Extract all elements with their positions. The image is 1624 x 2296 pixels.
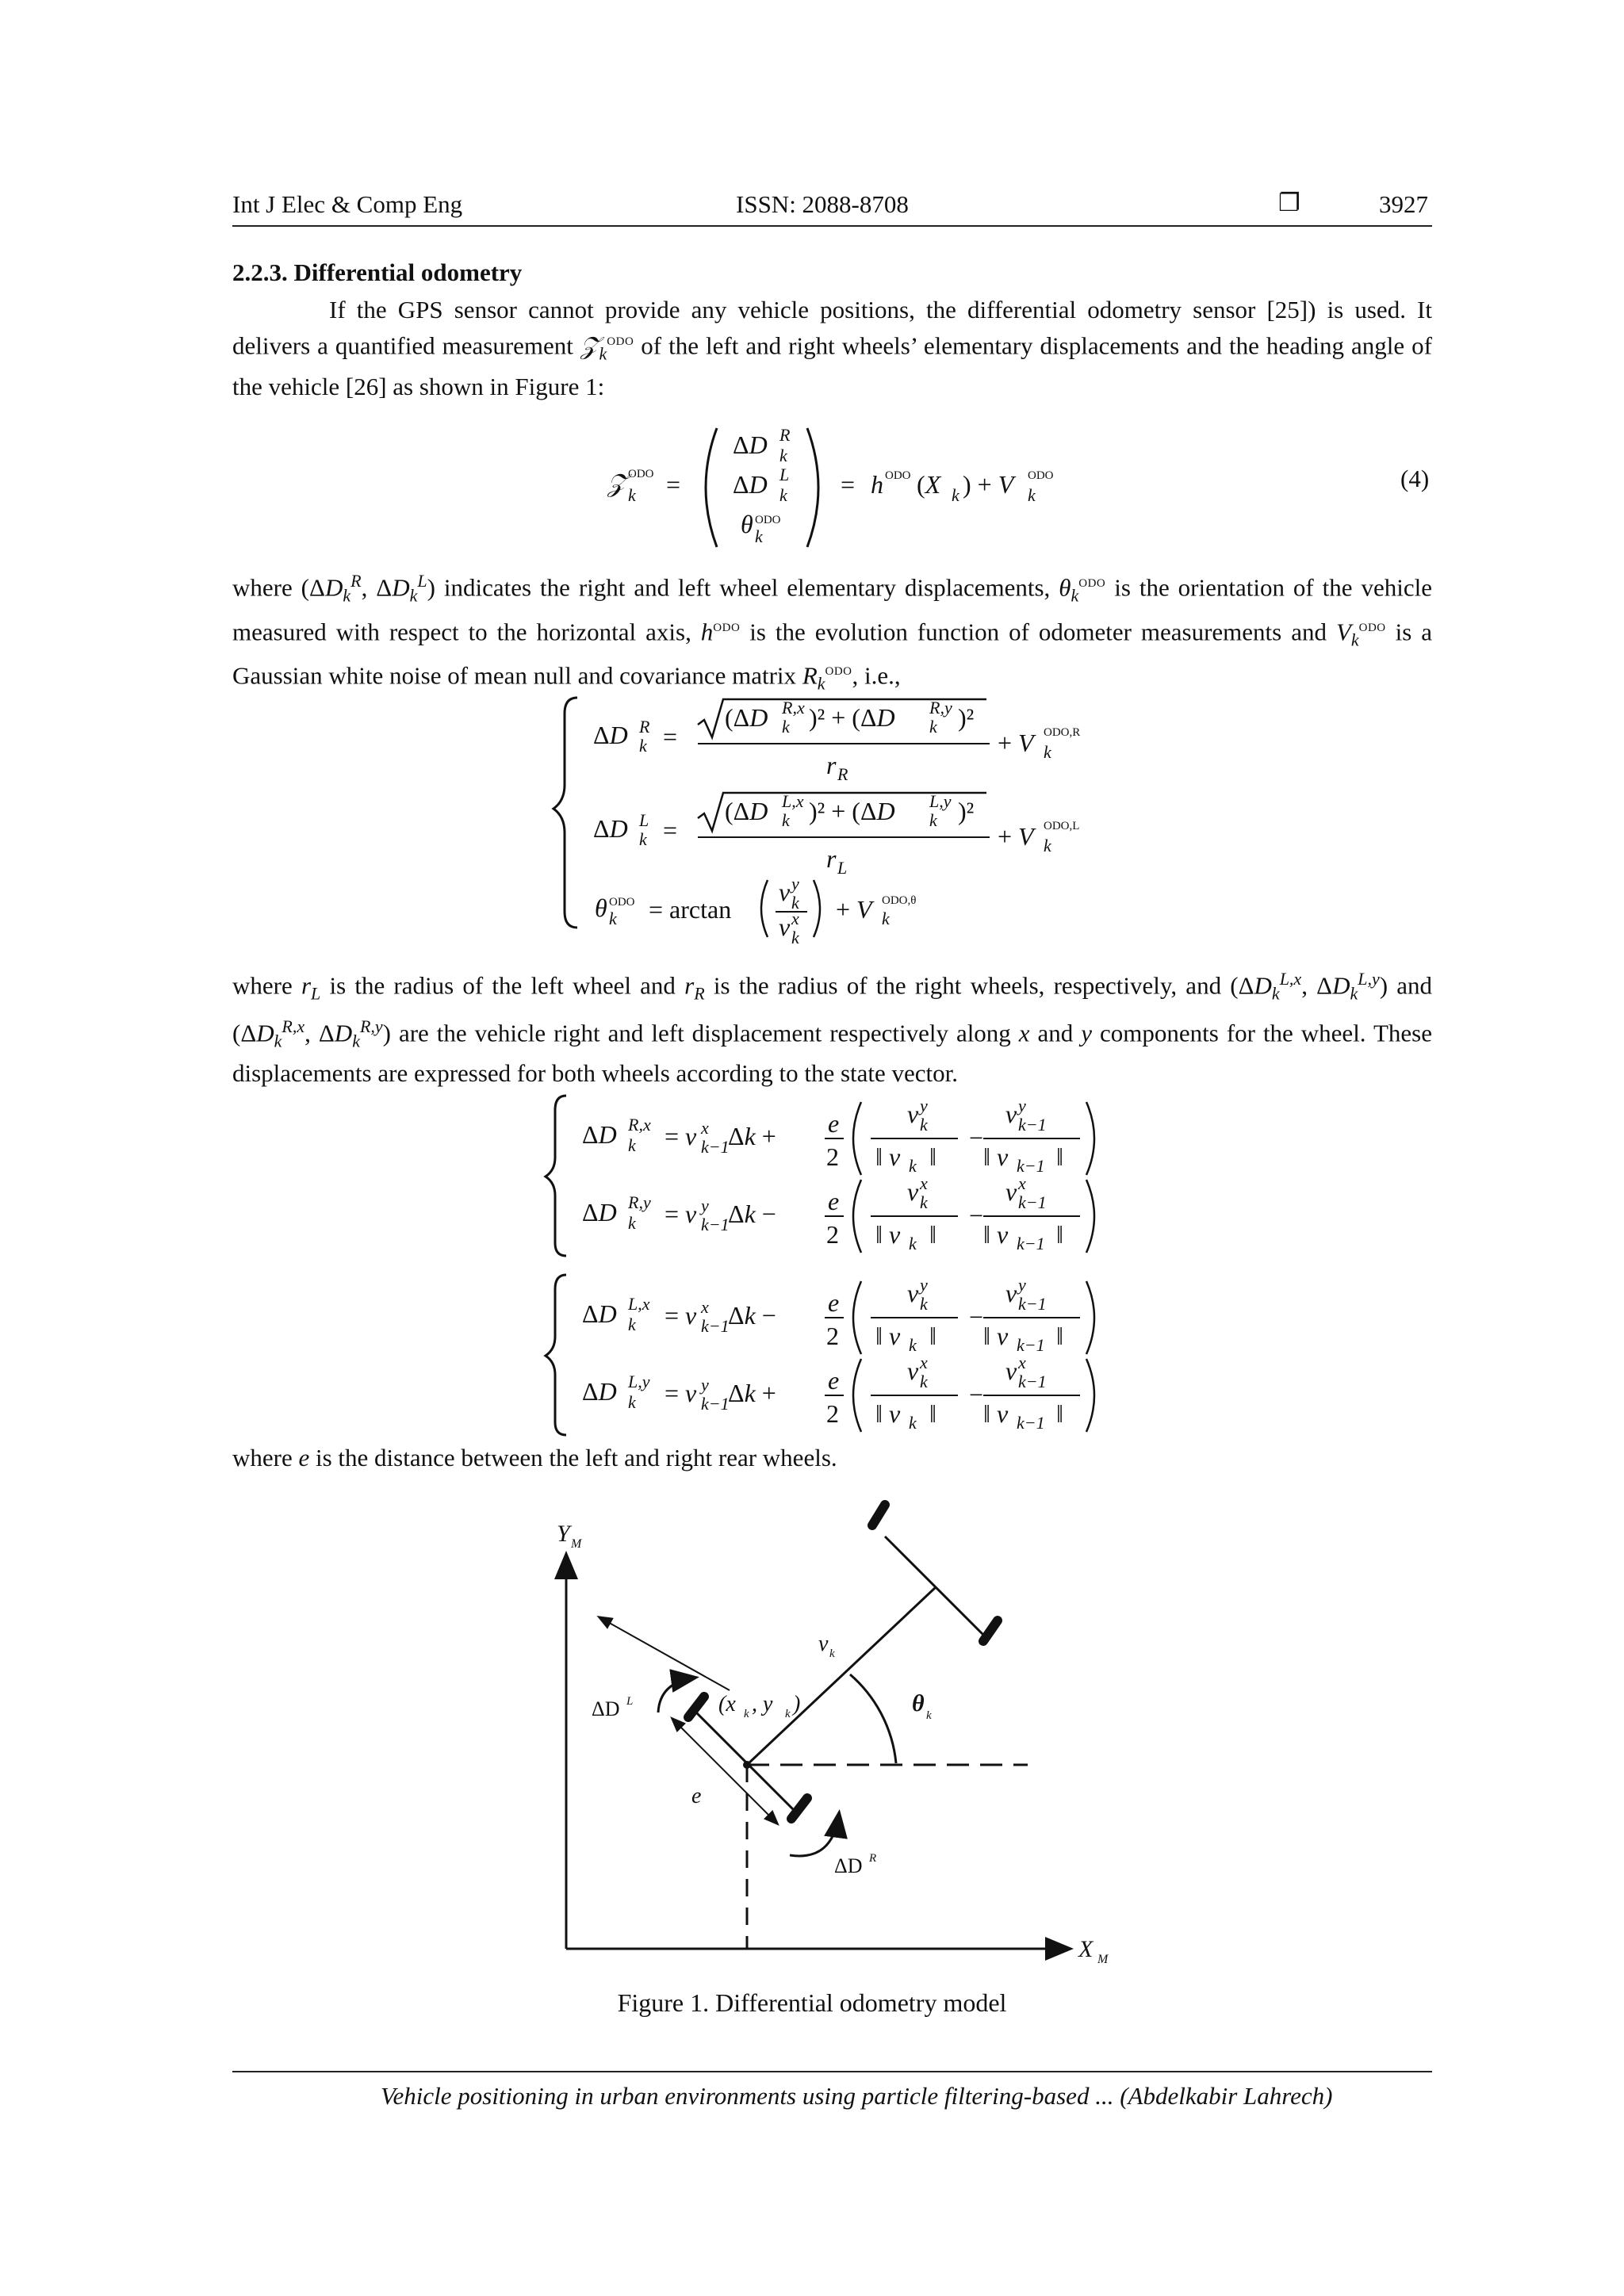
delta-left-label: ΔD bbox=[592, 1697, 620, 1720]
axle-label: e bbox=[691, 1784, 702, 1808]
svg-text:=: = bbox=[666, 470, 681, 499]
svg-text:‖ v: ‖ v bbox=[983, 1220, 1009, 1249]
svg-text:k: k bbox=[628, 1314, 636, 1334]
svg-text:‖: ‖ bbox=[929, 1220, 936, 1249]
paragraph-2: where ($\Delta D_k^R$, $\Delta D_k^L$) indicates the right and left wheel elementary displacements, $\theta_k^{ODO}$ is the orientation of the vehicle measured with respect to the horizontal axis, $h^{ODO}$ is the evolution function of odometer measurements and $V_k^{ODO}$ is a Gaussian white noise of mean null and covariance matrix $R_k^{ODO}$, i.e., bbox=[232, 571, 1433, 694]
odometry-figure bbox=[539, 1498, 1158, 1990]
svg-text:=: = bbox=[663, 816, 678, 844]
svg-text:L,y: L,y bbox=[929, 791, 952, 811]
svg-text:y: y bbox=[1018, 1275, 1026, 1295]
svg-text:‖ v: ‖ v bbox=[983, 1399, 1009, 1428]
header-rule bbox=[232, 225, 1432, 227]
svg-text:k−1: k−1 bbox=[701, 1215, 730, 1234]
svg-text:x: x bbox=[791, 909, 799, 928]
position-sub-x: k bbox=[744, 1708, 749, 1720]
heading-line bbox=[747, 1587, 936, 1765]
svg-text:‖: ‖ bbox=[1056, 1399, 1063, 1428]
svg-text:x: x bbox=[920, 1353, 928, 1372]
issn: ISSN: 2088-8708 bbox=[736, 190, 909, 218]
svg-text:k: k bbox=[882, 909, 890, 928]
svg-text:y: y bbox=[701, 1375, 709, 1395]
svg-text:v: v bbox=[1005, 1100, 1017, 1128]
svg-text:−: − bbox=[969, 1380, 984, 1409]
svg-text:e: e bbox=[828, 1109, 840, 1138]
right-wheel-components bbox=[0, 1086, 1624, 1269]
footer-text: Vehicle positioning in urban environments using particle filtering-based ... (Abdelkabir Lahrech) bbox=[381, 2082, 1333, 2110]
svg-text:) + V: ) + V bbox=[963, 470, 1014, 499]
svg-text:e: e bbox=[828, 1187, 840, 1215]
svg-text:y: y bbox=[920, 1096, 928, 1115]
svg-text:k: k bbox=[639, 736, 647, 756]
svg-text:v: v bbox=[907, 1177, 919, 1206]
svg-text:v: v bbox=[779, 878, 791, 906]
svg-text:k−1: k−1 bbox=[1017, 1335, 1045, 1355]
svg-text:R,x: R,x bbox=[782, 698, 805, 718]
svg-text:k−1: k−1 bbox=[1018, 1115, 1047, 1135]
svg-text:e: e bbox=[828, 1288, 840, 1317]
svg-text:k−1: k−1 bbox=[1017, 1156, 1045, 1176]
svg-text:v: v bbox=[907, 1357, 919, 1385]
svg-text:k: k bbox=[779, 485, 787, 505]
svg-text:R,x: R,x bbox=[628, 1115, 651, 1135]
svg-text:r: r bbox=[826, 751, 837, 779]
svg-text:v: v bbox=[1005, 1357, 1017, 1385]
svg-text:= arctan: = arctan bbox=[649, 895, 732, 924]
equation-4-number: (4) bbox=[1400, 465, 1430, 492]
svg-text:‖ v: ‖ v bbox=[983, 1142, 1009, 1171]
svg-text:ODO,θ: ODO,θ bbox=[882, 894, 917, 907]
y-axis-sub: M bbox=[571, 1537, 582, 1551]
wheel-displacement-equations bbox=[0, 682, 1624, 951]
theta-label: θ bbox=[912, 1690, 925, 1716]
svg-text:‖ v: ‖ v bbox=[875, 1399, 901, 1428]
front-axle bbox=[885, 1536, 986, 1638]
svg-text:L,x: L,x bbox=[782, 791, 804, 811]
left-wheel-components bbox=[0, 1265, 1624, 1448]
svg-text:r: r bbox=[826, 844, 837, 873]
position-label: (x bbox=[718, 1692, 736, 1716]
svg-text:k−1: k−1 bbox=[1018, 1294, 1047, 1314]
svg-text:k: k bbox=[755, 526, 763, 546]
svg-text:k: k bbox=[1044, 742, 1051, 762]
svg-text:k: k bbox=[782, 810, 790, 830]
svg-text:y: y bbox=[1018, 1096, 1026, 1115]
svg-text:Δk −: Δk − bbox=[728, 1301, 776, 1330]
svg-text:‖: ‖ bbox=[929, 1142, 936, 1171]
theta-arc bbox=[850, 1674, 896, 1763]
svg-text:ΔD: ΔD bbox=[733, 470, 768, 499]
svg-text:k: k bbox=[929, 810, 937, 830]
section-heading: 2.2.3. Differential odometry bbox=[232, 258, 523, 286]
velocity-label: v bbox=[818, 1632, 829, 1656]
journal-name: Int J Elec & Comp Eng bbox=[232, 190, 463, 218]
paragraph-4: where e is the distance between the left and right rear wheels. bbox=[232, 1444, 837, 1471]
svg-text:R,y: R,y bbox=[929, 698, 952, 718]
svg-text:k−1: k−1 bbox=[701, 1394, 730, 1414]
svg-text:k: k bbox=[779, 446, 787, 465]
svg-text:k−1: k−1 bbox=[701, 1316, 730, 1336]
footer-rule bbox=[232, 2071, 1432, 2072]
svg-text:k: k bbox=[920, 1294, 928, 1314]
svg-text:ΔD: ΔD bbox=[582, 1120, 617, 1149]
svg-text:v: v bbox=[779, 913, 791, 941]
svg-text:ODO: ODO bbox=[755, 514, 781, 526]
svg-text:x: x bbox=[920, 1173, 928, 1193]
svg-text:)²: )² bbox=[958, 797, 975, 825]
svg-text:ΔD: ΔD bbox=[582, 1198, 617, 1226]
svg-text:)² + (ΔD: )² + (ΔD bbox=[809, 703, 895, 732]
position-point bbox=[743, 1761, 751, 1769]
svg-text:(X: (X bbox=[917, 470, 941, 499]
svg-text:+ V: + V bbox=[998, 729, 1034, 757]
paragraph-1: If the GPS sensor cannot provide any vehicle positions, the differential odometry sensor [25]) is used. It delivers a quantified measurement 𝒵$_k^{ODO}$ of the left and right wheels’ elementary displacements and the heading angle of the vehicle [26] as shown in Figure 1: bbox=[232, 296, 1432, 400]
svg-text:‖: ‖ bbox=[929, 1322, 936, 1350]
axle-length-arrow bbox=[672, 1719, 777, 1823]
svg-text:‖: ‖ bbox=[929, 1399, 936, 1428]
svg-text:k: k bbox=[639, 829, 647, 849]
front-right-wheel bbox=[983, 1621, 998, 1641]
svg-text:k: k bbox=[1028, 485, 1036, 505]
svg-text:2: 2 bbox=[826, 1220, 839, 1249]
position-sub-y: k bbox=[785, 1708, 791, 1720]
svg-text:−: − bbox=[969, 1201, 984, 1230]
svg-text:L: L bbox=[639, 810, 649, 830]
svg-text:Δk +: Δk + bbox=[728, 1379, 776, 1407]
svg-text:v: v bbox=[1005, 1279, 1017, 1307]
rear-right-wheel bbox=[791, 1798, 807, 1819]
svg-text:=: = bbox=[663, 722, 678, 751]
svg-text:= v: = v bbox=[665, 1301, 697, 1330]
left-rotation-arrow bbox=[658, 1678, 695, 1712]
svg-text:(ΔD: (ΔD bbox=[725, 703, 768, 732]
svg-text:k: k bbox=[920, 1115, 928, 1135]
delta-right-label: ΔD bbox=[834, 1854, 863, 1877]
svg-text:)² + (ΔD: )² + (ΔD bbox=[809, 797, 895, 825]
x-axis-label: X bbox=[1078, 1936, 1094, 1962]
svg-text:k: k bbox=[909, 1234, 917, 1253]
svg-text:k: k bbox=[628, 1213, 636, 1233]
svg-text:‖ v: ‖ v bbox=[983, 1322, 1009, 1350]
svg-text:x: x bbox=[701, 1297, 709, 1317]
svg-text:ΔD: ΔD bbox=[593, 721, 628, 749]
svg-text:‖: ‖ bbox=[1056, 1142, 1063, 1171]
svg-text:‖ v: ‖ v bbox=[875, 1220, 901, 1249]
x-axis-sub: M bbox=[1097, 1953, 1109, 1966]
front-left-wheel bbox=[872, 1505, 885, 1525]
rear-left-wheel bbox=[688, 1697, 704, 1717]
svg-text:ODO,R: ODO,R bbox=[1044, 726, 1081, 739]
svg-text:θ: θ bbox=[741, 510, 753, 538]
right-rotation-arrow bbox=[790, 1814, 839, 1856]
svg-text:k−1: k−1 bbox=[1018, 1192, 1047, 1212]
svg-text:k: k bbox=[920, 1192, 928, 1212]
svg-text:L: L bbox=[779, 465, 790, 484]
svg-text:=: = bbox=[841, 470, 856, 499]
svg-text:k: k bbox=[952, 485, 959, 505]
svg-text:−: − bbox=[969, 1303, 984, 1331]
y-axis-label: Y bbox=[557, 1521, 570, 1547]
svg-text:Δk −: Δk − bbox=[728, 1200, 776, 1228]
svg-text:y: y bbox=[920, 1275, 928, 1295]
svg-text:k−1: k−1 bbox=[1017, 1413, 1045, 1433]
svg-text:k: k bbox=[628, 1135, 636, 1155]
delta-left-sup: L bbox=[626, 1695, 634, 1708]
svg-text:R: R bbox=[779, 425, 791, 445]
paragraph-3: where $r_L$ is the radius of the left wheel and $r_R$ is the radius of the right wheels, respectively, and ($\Delta D_k^{L,x}$, $\Delta D_k^{L,y}$) and ($\Delta D_k^{R,x}$, $\Delta D_k^{R,y}$) are the vehicle right and left displacement respectively along x and y components for the wheel. These displacements are expressed for both wheels according to the state vector. bbox=[232, 969, 1433, 1088]
svg-text:k: k bbox=[909, 1413, 917, 1433]
figure-caption: Figure 1. Differential odometry model bbox=[617, 1988, 1007, 2017]
svg-text:Δk +: Δk + bbox=[728, 1122, 776, 1150]
svg-text:= v: = v bbox=[665, 1200, 697, 1228]
svg-text:k: k bbox=[628, 485, 636, 505]
svg-text:x: x bbox=[701, 1118, 709, 1138]
svg-text:k−1: k−1 bbox=[1017, 1234, 1045, 1253]
svg-text:k: k bbox=[1044, 836, 1051, 855]
svg-text:ΔD: ΔD bbox=[582, 1299, 617, 1328]
svg-text:= v: = v bbox=[665, 1379, 697, 1407]
svg-text:k: k bbox=[909, 1156, 917, 1176]
page-number: 3927 bbox=[1379, 190, 1428, 218]
svg-text:𝒵: 𝒵 bbox=[607, 469, 627, 497]
svg-text:+ V: + V bbox=[836, 895, 872, 924]
svg-text:y: y bbox=[791, 874, 799, 894]
svg-text:L,x: L,x bbox=[628, 1294, 650, 1314]
svg-text:2: 2 bbox=[826, 1322, 839, 1350]
svg-text:L,y: L,y bbox=[628, 1372, 650, 1391]
svg-text:R: R bbox=[837, 764, 848, 784]
svg-text:ΔD: ΔD bbox=[593, 814, 628, 843]
svg-text:ODO: ODO bbox=[609, 896, 635, 909]
svg-text:ODO: ODO bbox=[1028, 469, 1054, 482]
svg-text:ODO: ODO bbox=[885, 469, 911, 482]
svg-text:k: k bbox=[609, 909, 617, 928]
svg-text:h: h bbox=[871, 470, 883, 499]
svg-text:(ΔD: (ΔD bbox=[725, 797, 768, 825]
svg-text:k: k bbox=[920, 1372, 928, 1391]
svg-text:k: k bbox=[628, 1392, 636, 1412]
svg-text:2: 2 bbox=[826, 1142, 839, 1171]
svg-text:x: x bbox=[1018, 1173, 1026, 1193]
svg-text:k: k bbox=[791, 893, 799, 913]
svg-text:)²: )² bbox=[958, 703, 975, 732]
svg-text:y: y bbox=[701, 1196, 709, 1215]
svg-text:= v: = v bbox=[665, 1122, 697, 1150]
theta-sub: k bbox=[926, 1709, 932, 1722]
svg-text:k−1: k−1 bbox=[701, 1137, 730, 1157]
svg-text:k−1: k−1 bbox=[1018, 1372, 1047, 1391]
svg-text:−: − bbox=[969, 1123, 984, 1152]
svg-text:‖: ‖ bbox=[1056, 1220, 1063, 1249]
svg-text:‖ v: ‖ v bbox=[875, 1142, 901, 1171]
svg-text:+ V: + V bbox=[998, 822, 1034, 851]
box-icon: ❐ bbox=[1278, 189, 1300, 216]
svg-text:v: v bbox=[907, 1100, 919, 1128]
svg-text:k: k bbox=[791, 928, 799, 947]
svg-text:k: k bbox=[929, 717, 937, 737]
svg-text:x: x bbox=[1018, 1353, 1026, 1372]
svg-text:k: k bbox=[909, 1335, 917, 1355]
svg-text:R: R bbox=[639, 717, 650, 737]
svg-text:ΔD: ΔD bbox=[733, 430, 768, 459]
left-displacement-line bbox=[599, 1617, 730, 1690]
svg-text:2: 2 bbox=[826, 1399, 839, 1428]
svg-text:e: e bbox=[828, 1366, 840, 1395]
svg-text:θ: θ bbox=[595, 894, 607, 922]
velocity-sub: k bbox=[829, 1647, 835, 1660]
svg-text:‖ v: ‖ v bbox=[875, 1322, 901, 1350]
svg-text:ODO,L: ODO,L bbox=[1044, 820, 1080, 832]
delta-right-sup: R bbox=[869, 1852, 877, 1865]
svg-text:ODO: ODO bbox=[628, 468, 654, 480]
svg-text:v: v bbox=[1005, 1177, 1017, 1206]
svg-text:ΔD: ΔD bbox=[582, 1377, 617, 1406]
svg-text:k: k bbox=[782, 717, 790, 737]
svg-text:v: v bbox=[907, 1279, 919, 1307]
position-label-end: ) bbox=[793, 1692, 801, 1716]
position-label-mid: , y bbox=[752, 1692, 773, 1716]
svg-text:‖: ‖ bbox=[1056, 1322, 1063, 1350]
svg-text:R,y: R,y bbox=[628, 1192, 651, 1212]
svg-text:L: L bbox=[837, 858, 848, 878]
